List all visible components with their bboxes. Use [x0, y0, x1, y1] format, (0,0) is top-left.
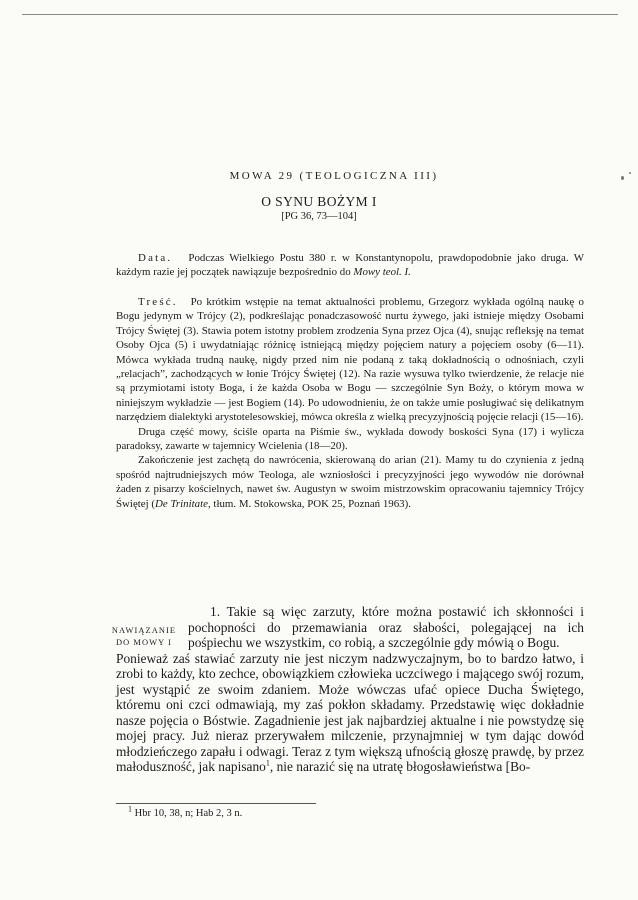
footnote-number: 1	[128, 804, 132, 814]
summary-paragraph-3-end: , tłum. M. Stokowska, POK 25, Poznań 1963).	[207, 497, 411, 510]
data-text: Podczas Wielkiego Postu 380 r. w Konstantynopolu, prawdopodobnie jako druga. W każdym razie jej początek nawiązuje bezpośrednio do	[116, 252, 584, 279]
footnote-text: Hbr 10, 38, n; Hab 2, 3 n.	[134, 808, 243, 819]
top-rule	[22, 14, 618, 15]
summary-italic-title: De Trinitate	[155, 497, 208, 510]
footnote-marker: 1	[265, 758, 270, 768]
source-reference: [PG 36, 73—104]	[281, 211, 357, 222]
sermon-number: MOWA 29 (TEOLOGICZNA III)	[229, 170, 439, 182]
data-section	[116, 251, 584, 280]
main-tail: , nie narazić się na utratę błogosławieństwa [Bo-	[269, 759, 531, 774]
main-text	[116, 604, 584, 775]
sermon-title: O SYNU BOŻYM I	[261, 194, 377, 209]
footnote-rule	[116, 803, 316, 804]
main-body: Ponieważ zaś stawiać zarzuty nie jest niczym nadzwyczajnym, bo to bardzo łatwo, i zrobi to każdy, kto zechce, obowiązkiem człowieka uczciwego i mającego swój rozum, jest wystąpić ze swoim zdaniem. Może wówczas ufać opiece Ducha Świętego, któremu oni czci odmawiają, my zaś pokłon składamy. Przedstawię więc dokładnie nasze pojęcia o Bóstwie. Zagadnienie jest jak najbardziej aktualne i nie powstydzę się mojej pracy. Już nieraz przerywałem milczenie, przynajmniej w tym dając dowód młodzieńczego zapału i odwagi. Teraz z tym większą ufnością głoszę prawdę, by przez małoduszność, jak napisano	[116, 650, 584, 774]
summary-section	[116, 295, 584, 511]
summary-label: Treść.	[138, 296, 178, 308]
footnote	[128, 804, 243, 819]
summary-paragraph-3: Zakończenie jest zachętą do nawrócenia, skierowaną do arian (21). Mamy tu do czynienia z jedną spośród najtrudniejszych mów Teologa, ale wzniosłości i precyzyjności jego wywodów nie dorównał żaden z pisarzy kościelnych, nawet św. Augustyn w swoim mistrzowskim opracowaniu tajemnicy Trójcy Świętej (	[116, 454, 584, 510]
data-italic-ref: Mowy teol. I.	[353, 266, 411, 279]
summary-paragraph-2: Druga część mowy, ściśle oparta na Piśmie św., wykłada dowody boskości Syna (17) i wylicza paradoksy, zawarte w tajemnicy Wcielenia (18—20).	[116, 425, 584, 453]
main-lead: 1. Takie są więc zarzuty, które można postawić ich skłonności i pochopności do przemawiania oraz słabości, polegającej na ich pośpiechu we wszystkim, co robią, a szczególnie gdy mówią o Bogu.	[188, 604, 584, 650]
margin-note-line-2: DO MOWY I	[115, 638, 173, 647]
summary-paragraph-1: Po krótkim wstępie na temat aktualności problemu, Grzegorz wykłada ogólną naukę o Bogu jedynym w Trójcy (2), podkreślając ponadczasowość nurtu żywego, jaki istnieje między Osobami Trójcy Świętej (3). Stawia potem istotny problem zrodzenia Syna przez Ojca (4), snując refleksję na temat Osoby Ojca (5) i uwydatniając różnicę istniejącą między pojęciem natury a pojęciem osoby (6—11). Mówca wykłada trudną naukę, nigdy przed nim nie podaną z taką dokładnością o odnośniach, czyli „relacjach”, zachodzących w łonie Trójcy Świętej (12). Na razie wysuwa tylko twierdzenie, że relacje nie są przymiotami istoty Boga, i że każda Osoba w Bogu — szczególnie Syn Boży, o którym mowa w niniejszym wykładzie — jest Bogiem (14). Po udowodnieniu, że on także umie posługiwać się delikatnym narzędziem dialektyki arystotelesowskiej, mówca określa z wielką precyzyjnością pojęcie relacji (15—16).	[116, 296, 584, 424]
sermon-header	[0, 166, 638, 184]
margin-note-line-1: NAWIĄZANIE	[111, 626, 177, 635]
data-label: Data.	[138, 252, 173, 264]
